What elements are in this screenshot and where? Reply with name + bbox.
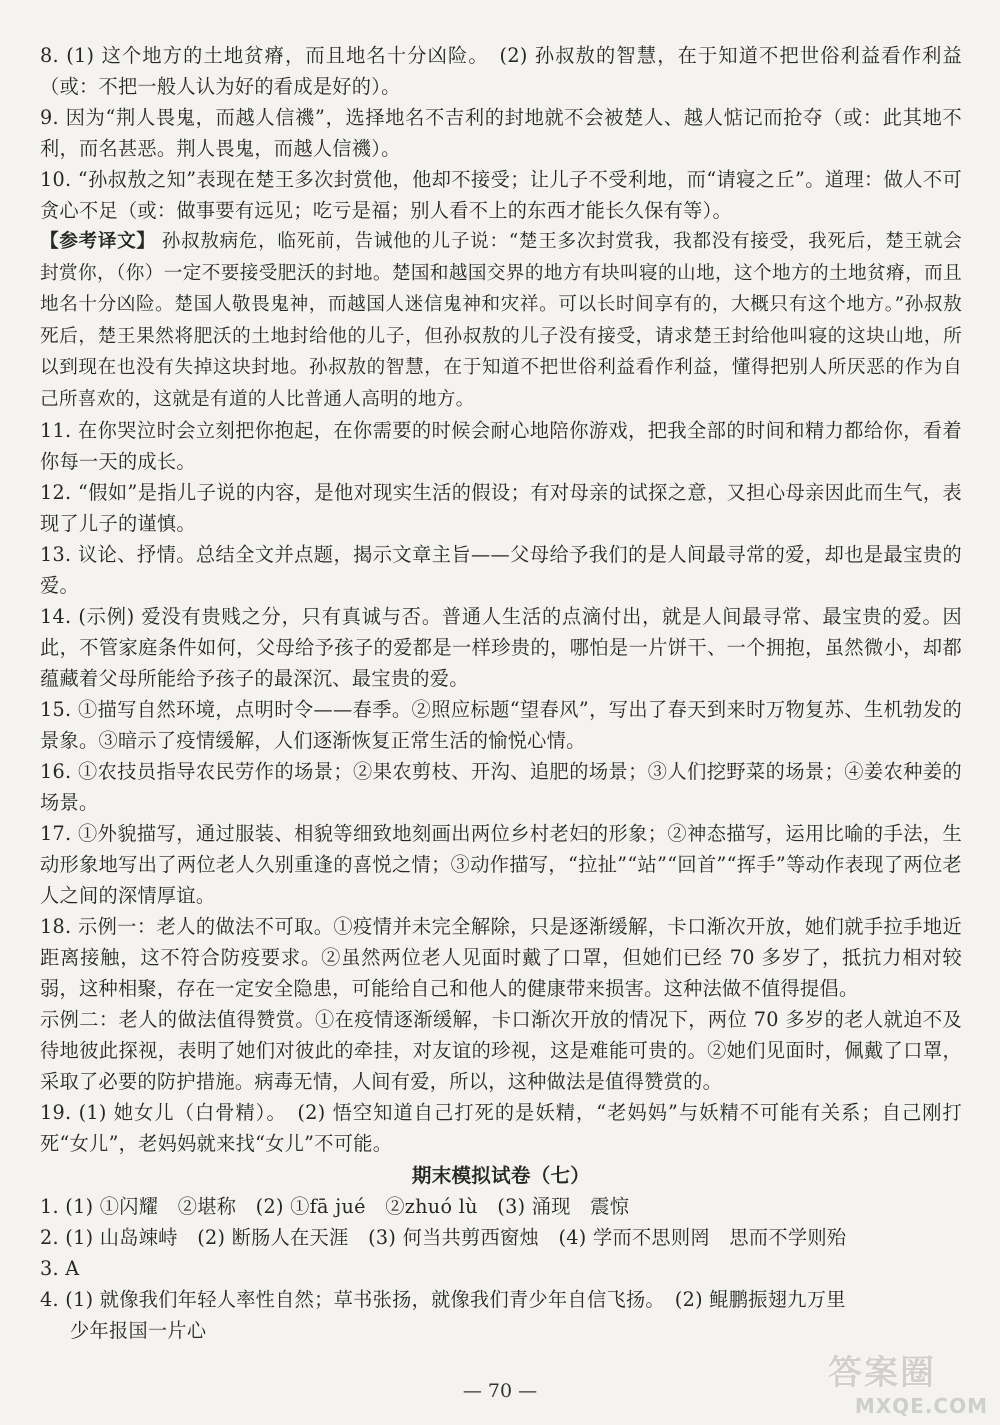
watermark-logo: 答案圈 <box>828 1353 936 1393</box>
translation-tag: 【参考译文】 <box>40 231 156 252</box>
exam-answer-1: 1. (1) ①闪耀 ②堪称 (2) ①fā jué ②zhuó lù (3) 涌现 震惊 <box>40 1195 630 1218</box>
answer-item-19: 19. (1) 她女儿（白骨精）。 (2) 悟空知道自己打死的是妖精，“老妈妈”与妖精不可能有关系；自己刚打死“女儿”，老妈妈就来找“女儿”不可能。 <box>40 1101 962 1155</box>
page-number: — 70 — <box>462 1380 538 1402</box>
answer-item-18-example-2: 示例二：老人的做法值得赞赏。①在疫情逐渐缓解，卡口渐次开放的情况下，两位 70 多岁的老人就迫不及待地彼此探视，表明了她们对彼此的牵挂，对友谊的珍视，这是难能可贵的。②她们见面时，佩戴了口罩，采取了必要的防护措施。病毒无情，人间有爱，所以，这种做法是值得赞赏的。 <box>40 1008 962 1093</box>
answer-item-8: 8. (1) 这个地方的土地贫瘠，而且地名十分凶险。 (2) 孙叔敖的智慧，在于知道不把世俗利益看作利益（或：不把一般人认为好的看成是好的）。 <box>40 44 962 98</box>
answer-item-14: 14. (示例) 爱没有贵贱之分，只有真诚与否。普通人生活的点滴付出，就是人间最寻常、最宝贵的爱。因此，不管家庭条件如何，父母给予孩子的爱都是一样珍贵的，哪怕是一片饼干、一个拥抱，虽然微小，却都蕴藏着父母所能给予孩子的最深沉、最宝贵的爱。 <box>40 605 962 690</box>
answer-item-10: 10. “孙叔敖之知”表现在楚王多次封赏他，他却不接受；让儿子不受利地，而“请寝之丘”。道理：做人不可贪心不足（或：做事要有远见；吃亏是福；别人看不上的东西才能长久保有等）。 <box>40 168 962 222</box>
exam-answer-3: 3. A <box>40 1257 80 1280</box>
section-title: 期末模拟试卷（七） <box>411 1164 591 1187</box>
answer-item-12: 12. “假如”是指儿子说的内容，是他对现实生活的假设；有对母亲的试探之意，又担心母亲因此而生气，表现了儿子的谨慎。 <box>40 481 962 535</box>
answer-item-17: 17. ①外貌描写，通过服装、相貌等细致地刻画出两位乡村老妇的形象；②神态描写，运用比喻的手法，生动形象地写出了两位老人久别重逢的喜悦之情；③动作描写，“拉扯”“站”“回首”“挥手”等动作表现了两位老人之间的深情厚谊。 <box>40 822 962 907</box>
exam-answer-4-continued: 少年报国一片心 <box>70 1319 207 1342</box>
watermark <box>828 1345 988 1417</box>
answer-item-9: 9. 因为“荆人畏鬼，而越人信禨”，选择地名不吉利的封地就不会被楚人、越人惦记而抢夺（或：此其地不利，而名甚恶。荆人畏鬼，而越人信禨）。 <box>40 106 962 160</box>
answer-item-18-example-1: 18. 示例一：老人的做法不可取。①疫情并未完全解除，只是逐渐缓解，卡口渐次开放，她们就手拉手地近距离接触，这不符合防疫要求。②虽然两位老人见面时戴了口罩，但她们已经 70 多岁了，抵抗力相对较弱，这种相聚，存在一定安全隐患，可能给自己和他人的健康带来损害。这种法做不值得提倡。 <box>40 915 962 1000</box>
reference-translation <box>40 226 962 415</box>
answer-item-11: 11. 在你哭泣时会立刻把你抱起，在你需要的时候会耐心地陪你游戏，把我全部的时间和精力都给你，看着你每一天的成长。 <box>40 419 962 473</box>
exam-answer-2: 2. (1) 山岛竦峙 (2) 断肠人在天涯 (3) 何当共剪西窗烛 (4) 学而不思则罔 思而不学则殆 <box>40 1226 847 1249</box>
answer-page <box>40 40 962 1346</box>
watermark-url: MXQE.COM <box>854 1394 988 1418</box>
answer-item-16: 16. ①农技员指导农民劳作的场景；②果农剪枝、开沟、追肥的场景；③人们挖野菜的场景；④姜农种姜的场景。 <box>40 760 962 814</box>
exam-answer-4: 4. (1) 就像我们年轻人率性自然；草书张扬，就像我们青少年自信飞扬。 (2) 鲲鹏振翅九万里 <box>40 1288 846 1311</box>
answer-item-15: 15. ①描写自然环境，点明时令——春季。②照应标题“望春风”，写出了春天到来时万物复苏、生机勃发的景象。③暗示了疫情缓解，人们逐渐恢复正常生活的愉悦心情。 <box>40 698 962 752</box>
translation-text: 孙叔敖病危，临死前，告诫他的儿子说：“楚王多次封赏我，我都没有接受，我死后，楚王就会封赏你，（你）一定不要接受肥沃的封地。楚国和越国交界的地方有块叫寝的山地，这个地方的土地贫瘠，而且地名十分凶险。楚国人敬畏鬼神，而越国人迷信鬼神和灾祥。可以长时间享有的，大概只有这个地方。”孙叔敖死后，楚王果然将肥沃的土地封给他的儿子，但孙叔敖的儿子没有接受，请求楚王封给他叫寝的这块山地，所以到现在也没有失掉这块封地。孙叔敖的智慧，在于知道不把世俗利益看作利益，懂得把别人所厌恶的作为自己所喜欢的，这就是有道的人比普通人高明的地方。 <box>40 231 962 410</box>
answer-item-13: 13. 议论、抒情。总结全文并点题，揭示文章主旨——父母给予我们的是人间最寻常的爱，却也是最宝贵的爱。 <box>40 543 962 597</box>
